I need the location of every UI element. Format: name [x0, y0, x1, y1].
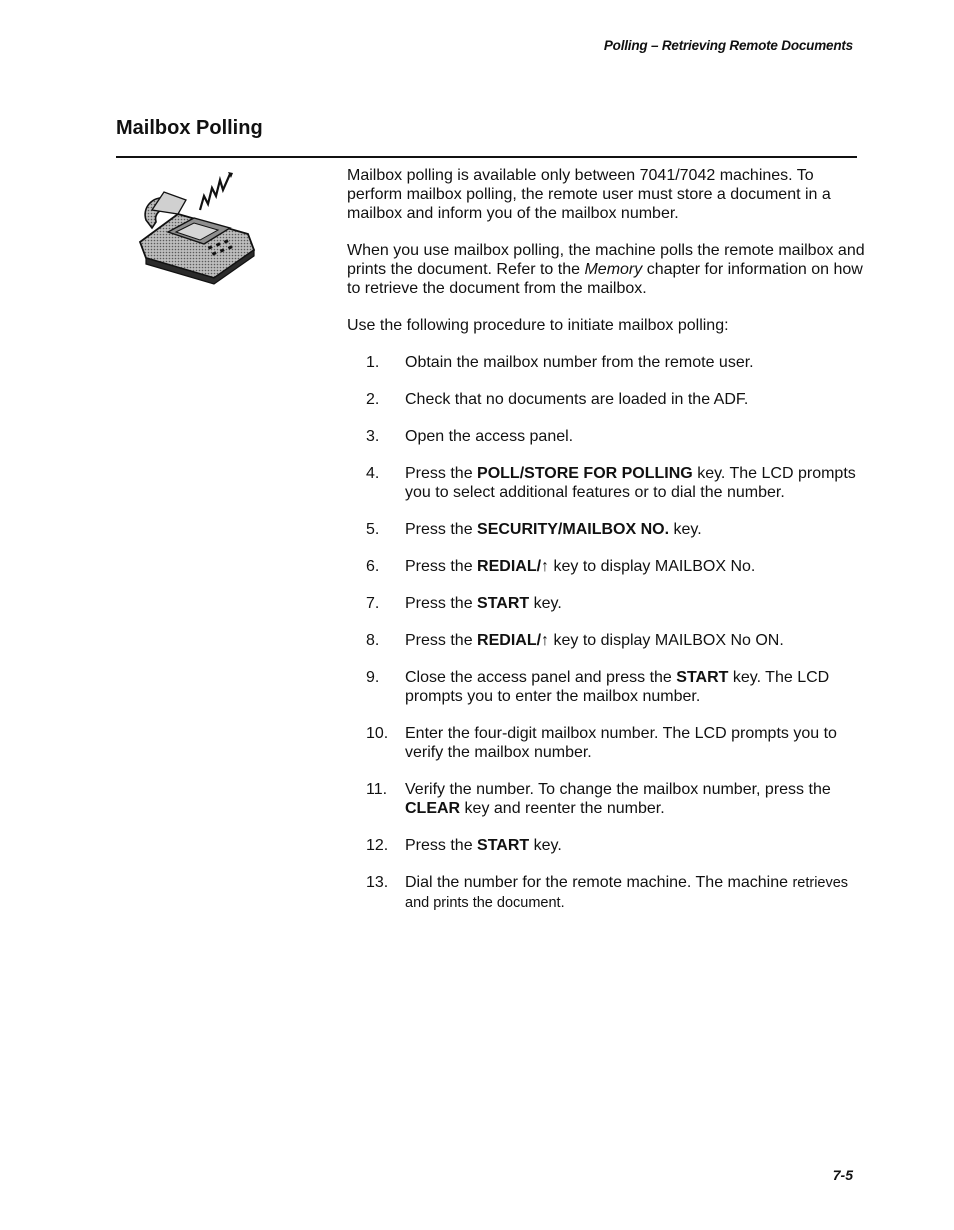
step-item: 11. Verify the number. To change the mailbox number, press the CLEAR key and reenter the number.: [366, 781, 831, 817]
key-name: SECURITY/MAILBOX NO.: [477, 521, 670, 538]
key-name: START: [477, 595, 530, 612]
step-item: 6. Press the REDIAL/↑ key to display MAILBOX No.: [366, 558, 756, 575]
step-item: 7. Press the START key.: [366, 595, 562, 612]
step-item: 12. Press the START key.: [366, 837, 562, 854]
step-item: 4. Press the POLL/STORE FOR POLLING key. The LCD prompts you to select additional features or to dial the number.: [366, 465, 856, 501]
step-item: 13. Dial the number for the remote machine. The machine retrieves and prints the document.: [366, 874, 849, 911]
section-divider: [116, 156, 857, 158]
step-item: 10. Enter the four-digit mailbox number. The LCD prompts you to verify the mailbox number.: [366, 725, 837, 761]
intro-paragraph: When you use mailbox polling, the machine polls the remote mailbox and prints the document. Refer to the Memory chapter for information on how to retrieve the document from the mailbox.: [347, 242, 865, 297]
intro-paragraph: Mailbox polling is available only between 7041/7042 machines. To perform mailbox polling, the remote user must store a document in a mailbox and inform you of the mailbox number.: [347, 167, 831, 222]
fax-machine-icon: [138, 170, 258, 285]
page-number: 7-5: [832, 1167, 853, 1183]
key-name: REDIAL/↑: [477, 632, 550, 649]
key-name: START: [676, 669, 729, 686]
running-header: Polling – Retrieving Remote Documents: [603, 38, 853, 53]
step-item: 3. Open the access panel.: [366, 428, 574, 445]
body-text: [347, 166, 872, 931]
key-name: POLL/STORE FOR POLLING: [477, 465, 693, 482]
section-title: Mailbox Polling: [116, 117, 263, 139]
intro-paragraph: Use the following procedure to initiate mailbox polling:: [347, 317, 729, 334]
step-item: 1. Obtain the mailbox number from the remote user.: [366, 354, 754, 371]
step-item: 2. Check that no documents are loaded in the ADF.: [366, 391, 749, 408]
key-name: START: [477, 837, 530, 854]
step-item: 8. Press the REDIAL/↑ key to display MAILBOX No ON.: [366, 632, 784, 649]
procedure-steps: [347, 353, 872, 913]
step-item: 9. Close the access panel and press the START key. The LCD prompts you to enter the mailbox number.: [366, 669, 830, 705]
key-name: REDIAL/↑: [477, 558, 550, 575]
key-name: CLEAR: [405, 800, 461, 817]
step-item: 5. Press the SECURITY/MAILBOX NO. key.: [366, 521, 702, 538]
